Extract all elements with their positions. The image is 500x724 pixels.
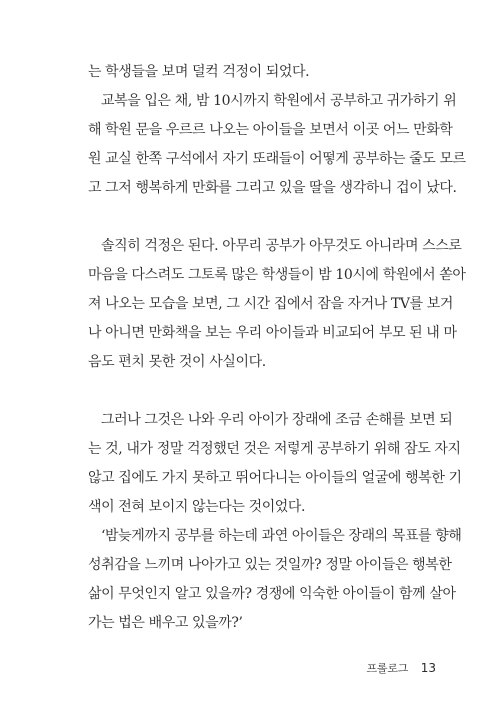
text-line: 져 나오는 모습을 보면, 그 시간 집에서 잠을 자거나 TV를 보거 — [88, 296, 454, 312]
text-line: 삶이 무엇인지 알고 있을까? 경쟁에 익숙한 아이들이 함께 살아 — [88, 586, 456, 602]
paragraph-spacer — [88, 377, 422, 406]
page-number: 13 — [420, 661, 436, 675]
text-line: 는 것, 내가 정말 걱정했던 것은 저렇게 공부하기 위해 잠도 자지 — [88, 441, 461, 457]
text-line: 고 그저 행복하게 만화를 그리고 있을 딸을 생각하니 겁이 났다. — [88, 180, 457, 196]
paragraph-spacer — [88, 203, 422, 232]
text-line: 가는 법은 배우고 있을까?’ — [88, 615, 243, 631]
text-line: 해 학원 문을 우르르 나오는 아이들을 보면서 이곳 어느 만화학 — [88, 122, 453, 138]
paragraph-3 — [88, 406, 462, 522]
text-line: 나 아니면 만화책을 보는 우리 아이들과 비교되어 부모 된 내 마 — [88, 325, 457, 341]
page-footer — [367, 660, 437, 676]
text-line: 는 학생들을 보며 덜컥 걱정이 되었다. — [88, 64, 310, 80]
paragraph-4 — [88, 522, 462, 638]
text-line: 교복을 입은 채, 밤 10시까지 학원에서 공부하고 귀가하기 위 — [101, 93, 457, 109]
text-line: 성취감을 느끼며 나아가고 있는 것일까? 정말 아이들은 행복한 — [88, 557, 452, 573]
text-line: ‘밤늦게까지 공부를 하는데 과연 아이들은 장래의 목표를 향해 — [101, 528, 462, 544]
text-line: 마음을 다스려도 그토록 많은 학생들이 밤 10시에 학원에서 쏟아 — [88, 267, 466, 283]
running-footer-section: 프롤로그 — [366, 662, 409, 675]
paragraph-1 — [88, 58, 466, 203]
text-line: 음도 편치 못한 것이 사실이다. — [88, 354, 266, 370]
body-text — [88, 58, 466, 638]
text-line: 원 교실 한쪽 구석에서 자기 또래들이 어떻게 공부하는 줄도 모르 — [88, 151, 466, 167]
paragraph-2 — [88, 232, 466, 377]
text-line: 색이 전혀 보이지 않는다는 것이었다. — [88, 499, 306, 515]
text-line: 솔직히 걱정은 된다. 아무리 공부가 아무것도 아니라며 스스로 — [101, 238, 462, 254]
text-line: 그러나 그것은 나와 우리 아이가 장래에 조금 손해를 보면 되 — [101, 412, 453, 428]
text-line: 않고 집에도 가지 못하고 뛰어다니는 아이들의 얼굴에 행복한 기 — [88, 470, 462, 486]
